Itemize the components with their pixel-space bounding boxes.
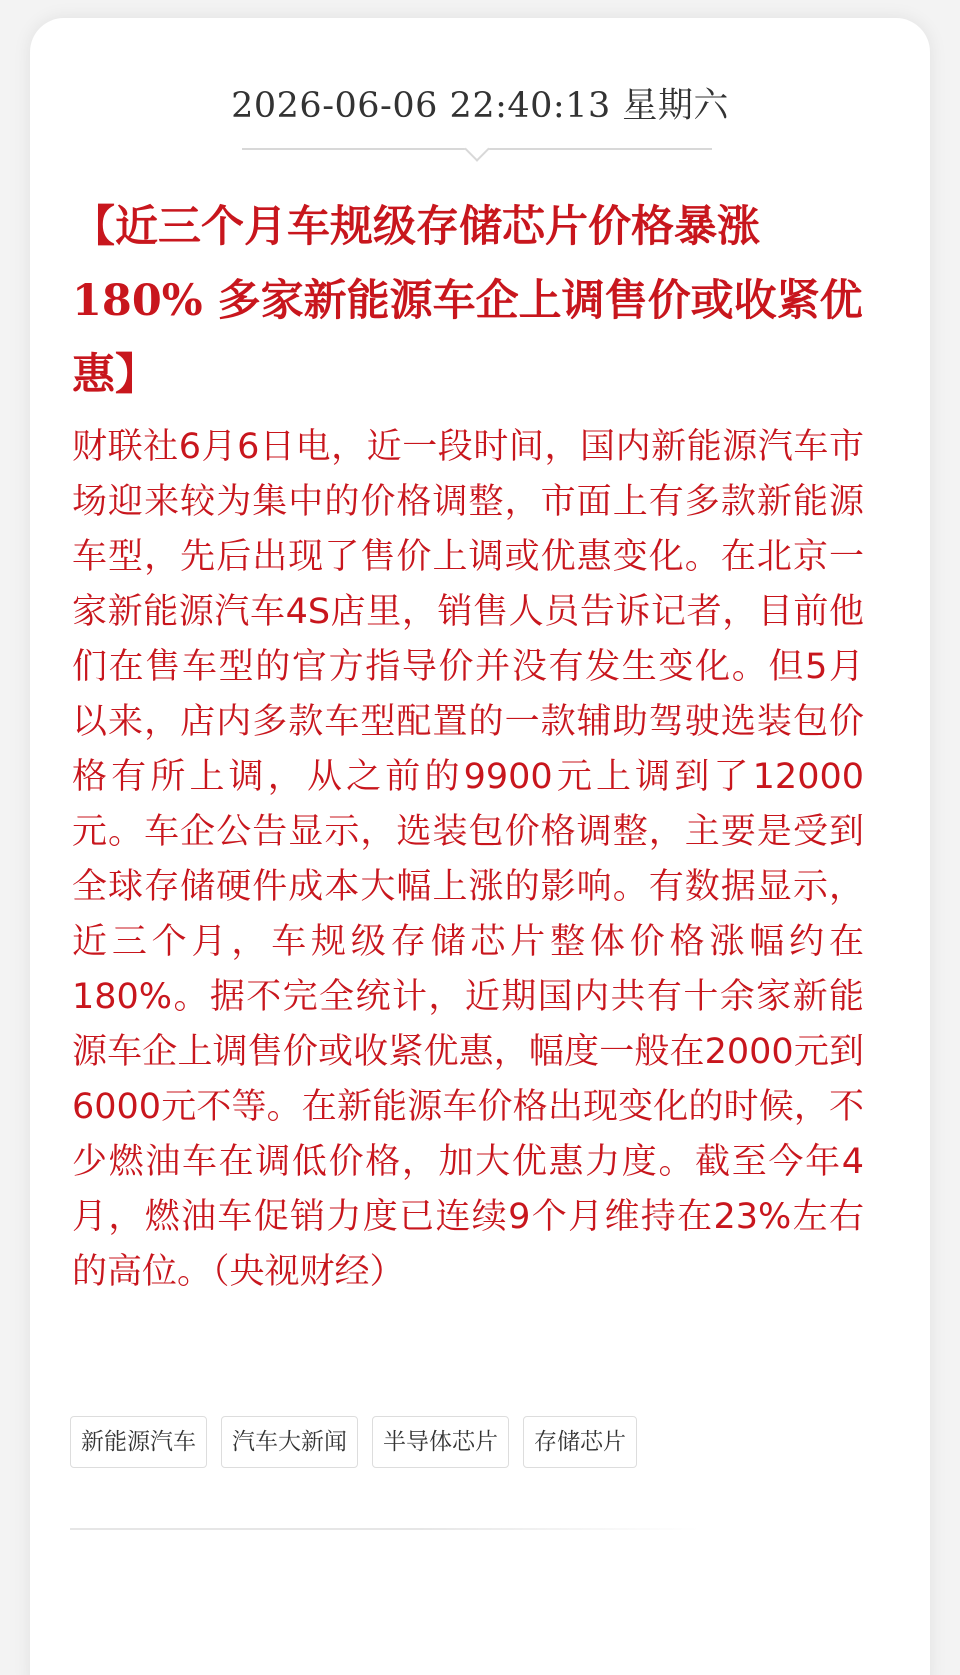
tag-storage-chip[interactable]: 存储芯片 xyxy=(523,1416,637,1468)
article-headline: 【近三个月车规级存储芯片价格暴涨180% 多家新能源车企上调售价或收紧优惠】 xyxy=(72,202,863,400)
publish-datetime: 2026-06-06 22:40:13 星期六 xyxy=(231,86,729,126)
tag-semiconductor-chip[interactable]: 半导体芯片 xyxy=(372,1416,509,1468)
tag-list xyxy=(70,1416,637,1468)
date-header xyxy=(0,78,960,128)
tag-auto-news[interactable]: 汽车大新闻 xyxy=(221,1416,358,1468)
article-body: 财联社6月6日电，近一段时间，国内新能源汽车市场迎来较为集中的价格调整，市面上有多款新能源车型，先后出现了售价上调或优惠变化。在北京一家新能源汽车4S店里，销售人员告诉记者，目前他们在售车型的官方指导价并没有发生变化。但5月以来，店内多款车型配置的一款辅助驾驶选装包价格有所上调，从之前的9900元上调到了12000元。车企公告显示，选装包价格调整，主要是受到全球存储硬件成本大幅上涨的影响。有数据显示，近三个月，车规级存储芯片整体价格涨幅约在180%。据不完全统计，近期国内共有十余家新能源车企上调售价或收紧优惠，幅度一般在2000元到6000元不等。在新能源车价格出现变化的时候，不少燃油车在调低价格，加大优惠力度。截至今年4月，燃油车促销力度已连续9个月维持在23%左右的高位。（央视财经） xyxy=(72,427,864,1292)
bottom-divider xyxy=(70,1528,700,1530)
tag-new-energy-vehicle[interactable]: 新能源汽车 xyxy=(70,1416,207,1468)
